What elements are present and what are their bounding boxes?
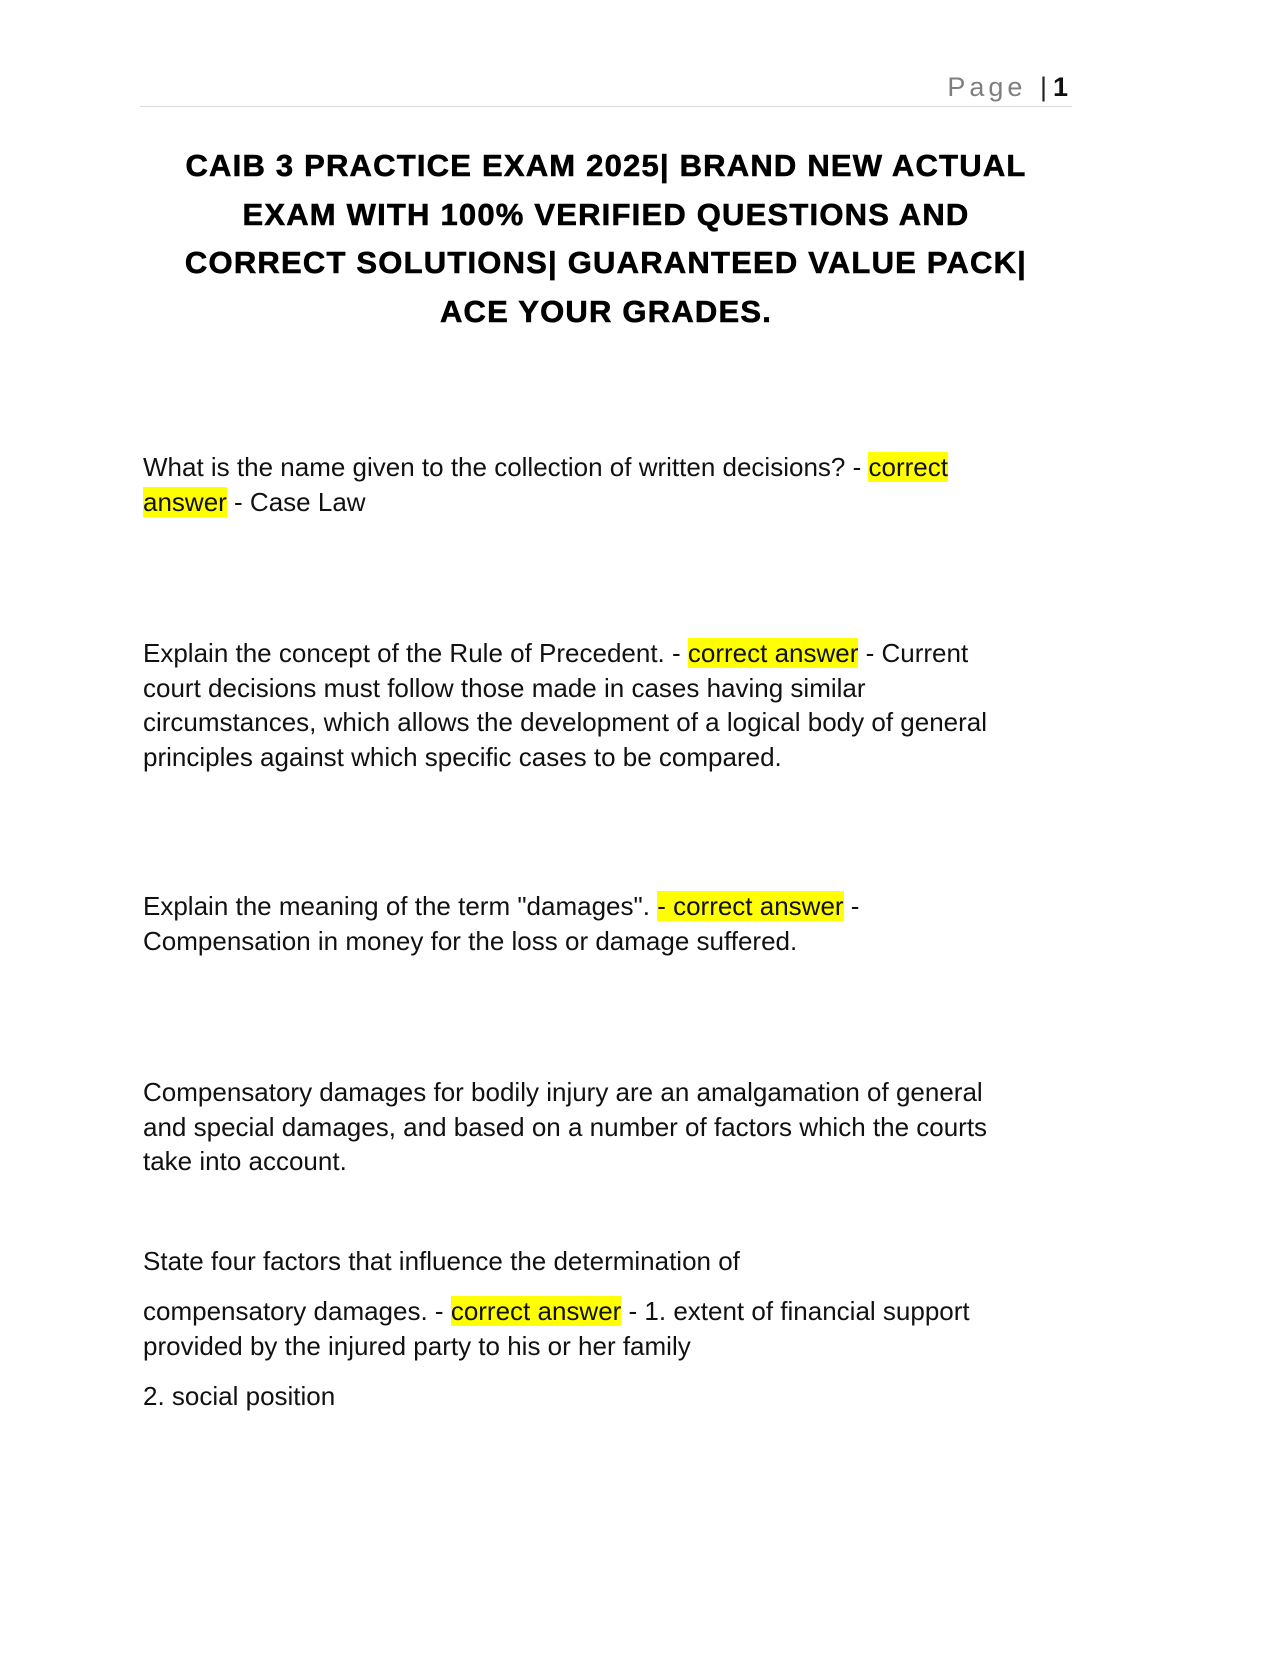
statement-paragraph bbox=[143, 1075, 1063, 1179]
qa-item bbox=[143, 889, 1063, 958]
statement-text: take into account. bbox=[143, 1146, 347, 1176]
page-separator: | bbox=[1039, 72, 1047, 102]
title-line: ACE YOUR GRADES. bbox=[439, 293, 773, 329]
page-number-label bbox=[947, 72, 1068, 103]
answer-text: - Case Law bbox=[226, 486, 366, 517]
answer-text: - Current bbox=[858, 638, 969, 668]
answer-text: 2. social position bbox=[143, 1381, 336, 1411]
page-label: Page bbox=[947, 72, 1027, 102]
page-header bbox=[140, 70, 1072, 107]
question-text: What is the name given to the collection of written decisions? - bbox=[143, 452, 869, 482]
question-text: Explain the concept of the Rule of Precedent. - bbox=[143, 638, 688, 668]
question-text: compensatory damages. - bbox=[143, 1296, 451, 1326]
qa-item bbox=[143, 636, 1063, 774]
correct-answer-highlight: - correct answer bbox=[657, 891, 844, 921]
answer-list-item bbox=[143, 1379, 1063, 1414]
qa-item bbox=[143, 450, 1063, 519]
statement-text: Compensatory damages for bodily injury are an amalgamation of general bbox=[143, 1077, 983, 1107]
correct-answer-highlight: answer bbox=[143, 486, 227, 517]
qa-item bbox=[143, 1244, 1063, 1279]
answer-text: - 1. extent of financial support bbox=[621, 1296, 970, 1326]
title-line: EXAM WITH 100% VERIFIED QUESTIONS AND bbox=[242, 196, 970, 232]
title-line: CAIB 3 PRACTICE EXAM 2025| BRAND NEW ACTUAL bbox=[185, 148, 1027, 183]
correct-answer-highlight: correct bbox=[868, 452, 948, 482]
answer-text: Compensation in money for the loss or damage suffered. bbox=[143, 925, 798, 956]
title-line: CORRECT SOLUTIONS| GUARANTEED VALUE PACK| bbox=[184, 245, 1028, 280]
statement-text: and special damages, and based on a number of factors which the courts bbox=[143, 1111, 988, 1142]
document-title bbox=[140, 142, 1072, 336]
question-text: State four factors that influence the determination of bbox=[143, 1246, 740, 1276]
answer-text: - bbox=[843, 891, 860, 921]
answer-text: circumstances, which allows the development of a logical body of general bbox=[143, 707, 988, 737]
answer-text: court decisions must follow those made in cases having similar bbox=[143, 672, 866, 703]
question-text: Explain the meaning of the term "damages". bbox=[143, 891, 658, 921]
correct-answer-highlight: correct answer bbox=[450, 1296, 622, 1326]
answer-text: provided by the injured party to his or her family bbox=[143, 1330, 691, 1361]
qa-item-continued bbox=[143, 1294, 1063, 1363]
page-number: 1 bbox=[1052, 72, 1068, 102]
correct-answer-highlight: correct answer bbox=[687, 638, 859, 668]
answer-text: principles against which specific cases to be compared. bbox=[143, 741, 782, 772]
